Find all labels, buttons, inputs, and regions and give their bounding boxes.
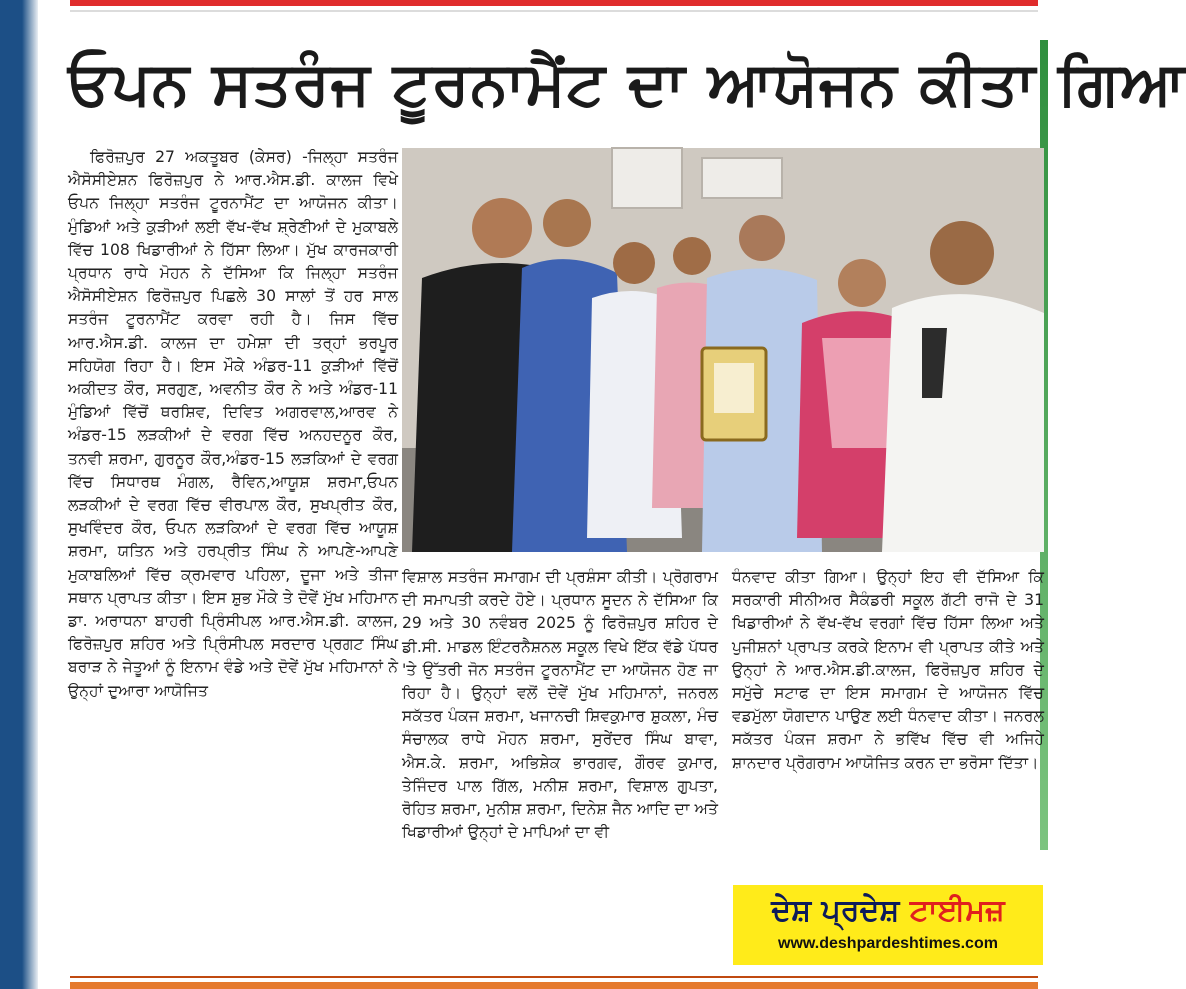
logo-name-part1: ਦੇਸ਼ ਪ੍ਰਦੇਸ਼	[771, 893, 900, 928]
bottom-dark-rule	[70, 976, 1038, 978]
top-grey-rule	[70, 10, 1038, 12]
newspaper-logo	[733, 885, 1043, 965]
logo-name-part2: ਟਾਈਮਜ਼	[909, 893, 1005, 928]
column-2-text: ਵਿਸ਼ਾਲ ਸਤਰੰਜ ਸਮਾਗਮ ਦੀ ਪ੍ਰਸ਼ੰਸਾ ਕੀਤੀ। ਪ੍ਰੋਗਰਾਮ ਦੀ ਸਮਾਪਤੀ ਕਰਦੇ ਹੋਏ। ਪ੍ਰਧਾਨ ਸੂਦਨ ਨੇ ਦੱਸਿਆ ਕਿ 29 ਅਤੇ 30 ਨਵੰਬਰ 2025 ਨੂੰ ਫਿਰੋਜ਼ਪੁਰ ਸ਼ਹਿਰ ਦੇ ਡੀ.ਸੀ. ਮਾਡਲ ਇੰਟਰਨੈਸ਼ਨਲ ਸਕੂਲ ਵਿਖੇ ਇੱਕ ਵੱਡੇ ਪੱਧਰ 'ਤੇ ਉੱਤਰੀ ਜੋਨ ਸਤਰੰਜ ਟੂਰਨਾਮੈਂਟ ਦਾ ਆਯੋਜਨ ਹੋਣ ਜਾ ਰਿਹਾ ਹੈ। ਉਨ੍ਹਾਂ ਵਲੋਂ ਦੋਵੇਂ ਮੁੱਖ ਮਹਿਮਾਨਾਂ, ਜਨਰਲ ਸਕੱਤਰ ਪੰਕਜ ਸ਼ਰਮਾ, ਖਜਾਨਚੀ ਸ਼ਿਵਕੁਮਾਰ ਸ਼ੁਕਲਾ, ਮੰਚ ਸੰਚਾਲਕ ਰਾਧੇ ਮੋਹਨ ਸ਼ਰਮਾ, ਸੁਰੇਂਦਰ ਸਿੰਘ ਬਾਵਾ, ਐਸ.ਕੇ. ਸ਼ਰਮਾ, ਅਭਿਸ਼ੇਕ ਭਾਰਗਵ, ਗੌਰਵ ਕੁਮਾਰ, ਤੇਜਿੰਦਰ ਪਾਲ ਗਿੱਲ, ਮਨੀਸ਼ ਸ਼ਰਮਾ, ਵਿਸ਼ਾਲ ਗੁਪਤਾ, ਰੋਹਿਤ ਸ਼ਰਮਾ, ਮੁਨੀਸ਼ ਸ਼ਰਮਾ, ਦਿਨੇਸ਼ ਜੈਨ ਆਦਿ ਦਾ ਅਤੇ ਖਿਡਾਰੀਆਂ ਉਨ੍ਹਾਂ ਦੇ ਮਾਪਿਆਂ ਦਾ ਵੀ	[402, 568, 718, 842]
logo-url: www.deshpardeshtimes.com	[778, 935, 998, 952]
article-column-2	[402, 566, 718, 966]
bottom-orange-rule	[70, 982, 1038, 989]
top-red-rule	[70, 0, 1038, 6]
article-column-1	[68, 146, 398, 966]
event-photo-illustration	[402, 148, 1044, 552]
article-column-3	[732, 566, 1044, 876]
article-headline: ਓਪਨ ਸਤਰੰਜ ਟੂਰਨਾਮੈਂਟ ਦਾ ਆਯੋਜਨ ਕੀਤਾ ਗਿਆ	[68, 49, 1186, 119]
logo-title	[733, 891, 1043, 931]
event-photo	[402, 148, 1044, 552]
column-3-text: ਧੰਨਵਾਦ ਕੀਤਾ ਗਿਆ। ਉਨ੍ਹਾਂ ਇਹ ਵੀ ਦੱਸਿਆ ਕਿ ਸਰਕਾਰੀ ਸੀਨੀਅਰ ਸੈਕੰਡਰੀ ਸਕੂਲ ਗੱਟੀ ਰਾਜੋ ਦੇ 31 ਖਿਡਾਰੀਆਂ ਨੇ ਵੱਖ-ਵੱਖ ਵਰਗਾਂ ਵਿੱਚ ਹਿੱਸਾ ਲਿਆ ਅਤੇ ਪੁਜੀਸ਼ਨਾਂ ਪ੍ਰਾਪਤ ਕਰਕੇ ਇਨਾਮ ਵੀ ਪ੍ਰਾਪਤ ਕੀਤੇ ਅਤੇ ਉਨ੍ਹਾਂ ਨੇ ਆਰ.ਐਸ.ਡੀ.ਕਾਲਜ, ਫਿਰੋਜ਼ਪੁਰ ਸ਼ਹਿਰ ਦੇ ਸਮੁੱਚੇ ਸਟਾਫ ਦਾ ਇਸ ਸਮਾਗਮ ਦੇ ਆਯੋਜਨ ਵਿੱਚ ਵਡਮੁੱਲਾ ਯੋਗਦਾਨ ਪਾਉਣ ਲਈ ਧੰਨਵਾਦ ਕੀਤਾ। ਜਨਰਲ ਸਕੱਤਰ ਪੰਕਜ ਸ਼ਰਮਾ ਨੇ ਭਵਿੱਖ ਵਿੱਚ ਵੀ ਅਜਿਹੇ ਸ਼ਾਨਦਾਰ ਪ੍ਰੋਗਰਾਮ ਆਯੋਜਿਤ ਕਰਨ ਦਾ ਭਰੋਸਾ ਦਿੱਤਾ।	[732, 568, 1044, 772]
column-1-text: ਫਿਰੋਜ਼ਪੁਰ 27 ਅਕਤੂਬਰ (ਕੇਸਰ) -ਜਿਲ੍ਹਾ ਸਤਰੰਜ ਐਸੋਸੀਏਸ਼ਨ ਫਿਰੋਜ਼ਪੁਰ ਨੇ ਆਰ.ਐਸ.ਡੀ. ਕਾਲਜ ਵਿਖੇ ਓਪਨ ਜਿਲ੍ਹਾ ਸਤਰੰਜ ਟੂਰਨਾਮੈਂਟ ਦਾ ਆਯੋਜਨ ਕੀਤਾ। ਮੁੰਡਿਆਂ ਅਤੇ ਕੁੜੀਆਂ ਲਈ ਵੱਖ-ਵੱਖ ਸ਼੍ਰੇਣੀਆਂ ਦੇ ਮੁਕਾਬਲੇ ਵਿੱਚ 108 ਖਿਡਾਰੀਆਂ ਨੇ ਹਿੱਸਾ ਲਿਆ। ਮੁੱਖ ਕਾਰਜਕਾਰੀ ਪ੍ਰਧਾਨ ਰਾਧੇ ਮੋਹਨ ਨੇ ਦੱਸਿਆ ਕਿ ਜਿਲ੍ਹਾ ਸਤਰੰਜ ਐਸੋਸੀਏਸ਼ਨ ਫਿਰੋਜ਼ਪੁਰ ਪਿਛਲੇ 30 ਸਾਲਾਂ ਤੋਂ ਹਰ ਸਾਲ ਸਤਰੰਜ ਟੂਰਨਾਮੈਂਟ ਕਰਵਾ ਰਹੀ ਹੈ। ਜਿਸ ਵਿੱਚ ਆਰ.ਐਸ.ਡੀ. ਕਾਲਜ ਦਾ ਹਮੇਸ਼ਾ ਦੀ ਤਰ੍ਹਾਂ ਭਰਪੂਰ ਸਹਿਯੋਗ ਰਿਹਾ ਹੈ। ਇਸ ਮੌਕੇ ਅੰਡਰ-11 ਕੁੜੀਆਂ ਵਿੱਚੋਂ ਅਕੀਦਤ ਕੌਰ, ਸਰਗੁਣ, ਅਵਨੀਤ ਕੌਰ ਨੇ ਅਤੇ ਅੰਡਰ-11 ਮੁੰਡਿਆਂ ਵਿੱਚੋਂ ਥਰਸ਼ਿਵ, ਦਿਵਿਤ ਅਗਰਵਾਲ,ਆਰਵ ਨੇ ਅੰਡਰ-15 ਲੜਕੀਆਂ ਦੇ ਵਰਗ ਵਿੱਚ ਅਨਹਦਨੂਰ ਕੌਰ, ਤਨਵੀ ਸ਼ਰਮਾ, ਗੁਰਨੂਰ ਕੌਰ,ਅੰਡਰ-15 ਲੜਕਿਆਂ ਦੇ ਵਰਗ ਵਿੱਚ ਸਿਧਾਰਥ ਮੰਗਲ, ਰੈਵਿਨ,ਆਯੂਸ਼ ਸ਼ਰਮਾ,ਓਪਨ ਲੜਕੀਆਂ ਦੇ ਵਰਗ ਵਿੱਚ ਵੀਰਪਾਲ ਕੌਰ, ਸੁਖਪ੍ਰੀਤ ਕੌਰ, ਸੁਖਵਿੰਦਰ ਕੌਰ, ਓਪਨ ਲੜਕਿਆਂ ਦੇ ਵਰਗ ਵਿੱਚ ਆਯੂਸ਼ ਸ਼ਰਮਾ, ਯਤਿਨ ਅਤੇ ਹਰਪ੍ਰੀਤ ਸਿੰਘ ਨੇ ਆਪਣੇ-ਆਪਣੇ ਮੁਕਾਬਲਿਆਂ ਵਿੱਚ ਕ੍ਰਮਵਾਰ ਪਹਿਲਾ, ਦੂਜਾ ਅਤੇ ਤੀਜਾ ਸਥਾਨ ਪ੍ਰਾਪਤ ਕੀਤਾ। ਇਸ ਸ਼ੁਭ ਮੌਕੇ ਤੇ ਦੋਵੇਂ ਮੁੱਖ ਮਹਿਮਾਨ ਡਾ. ਅਰਾਧਨਾ ਬਾਹਰੀ ਪ੍ਰਿੰਸੀਪਲ ਆਰ.ਐਸ.ਡੀ. ਕਾਲਜ, ਫਿਰੋਜ਼ਪੁਰ ਸ਼ਹਿਰ ਅਤੇ ਪ੍ਰਿੰਸੀਪਲ ਸਰਦਾਰ ਪ੍ਰਗਟ ਸਿੰਘ ਬਰਾੜ ਨੇ ਜੇਤੂਆਂ ਨੂੰ ਇਨਾਮ ਵੰਡੇ ਅਤੇ ਦੋਵੇਂ ਮੁੱਖ ਮਹਿਮਾਨਾਂ ਨੇ ਉਨ੍ਹਾਂ ਦੁਆਰਾ ਆਯੋਜਿਤ	[68, 148, 398, 700]
page-side-strip	[0, 0, 38, 989]
